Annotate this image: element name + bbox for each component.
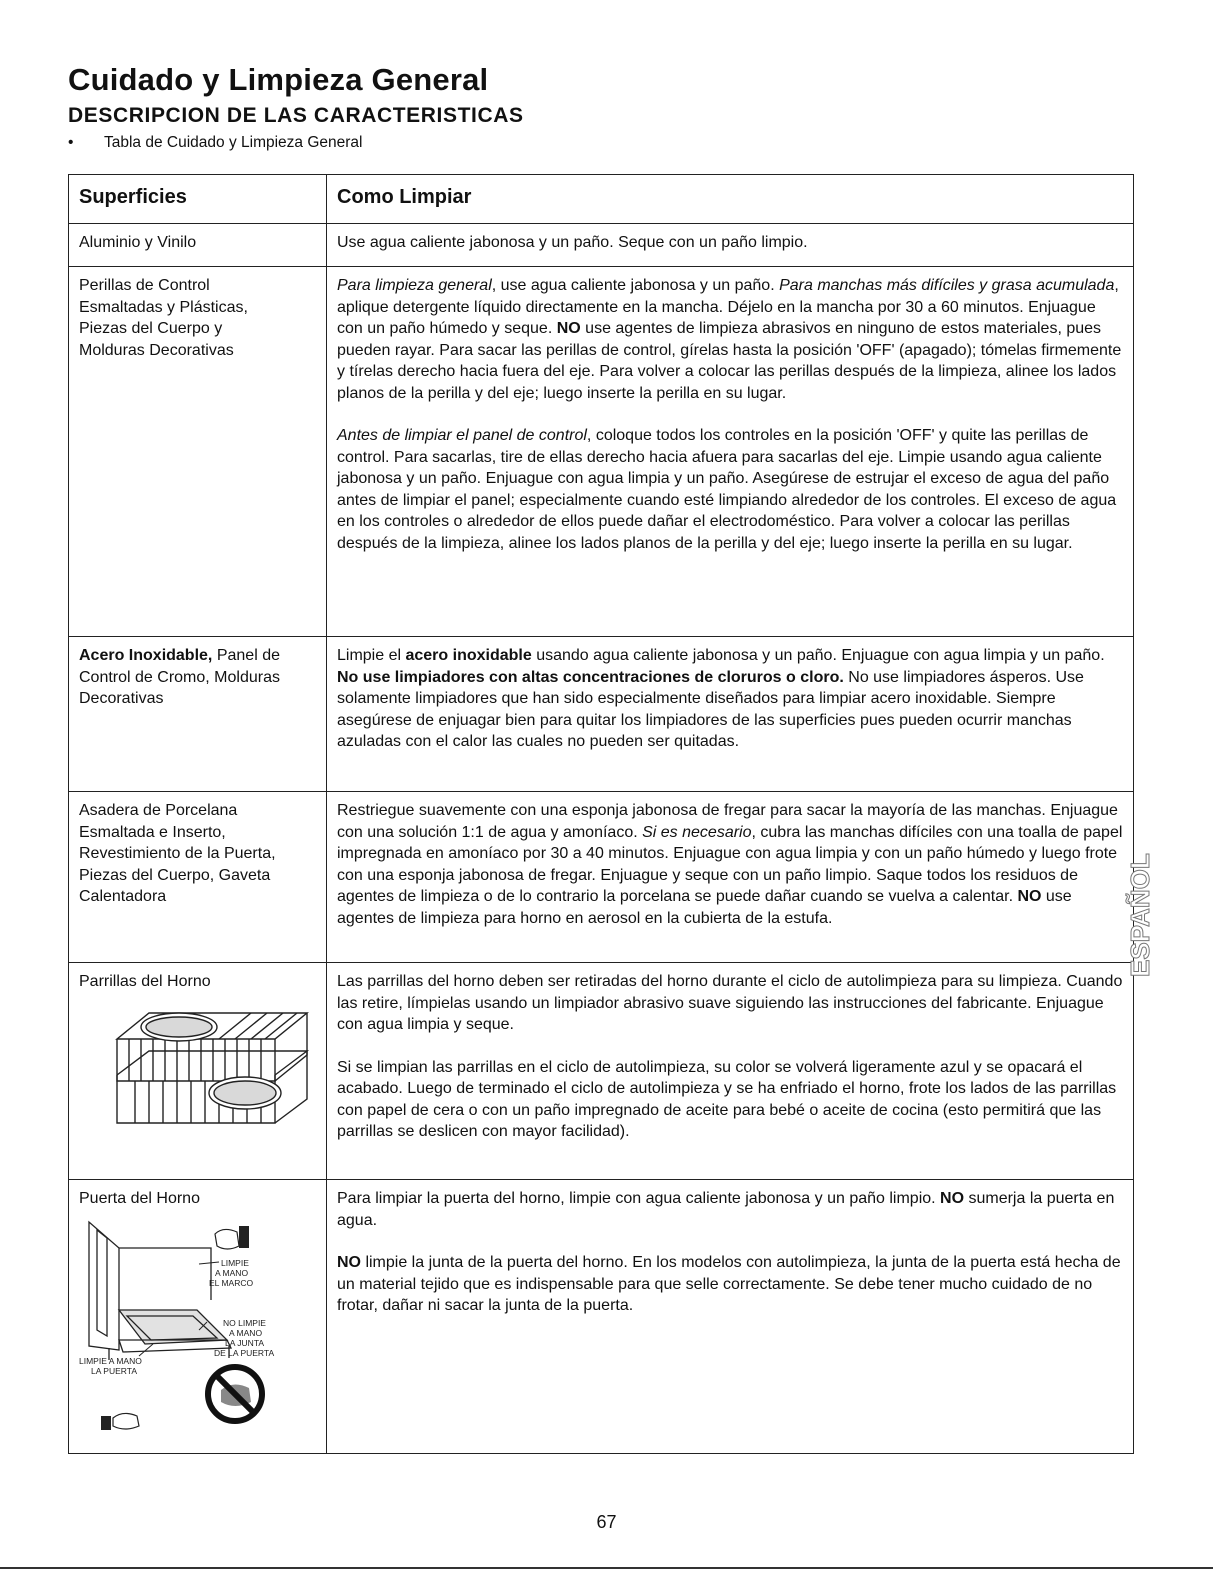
- text-run: No use limpiadores ásperos. Use solamente limpiadores que han sido especialmente diseñados para limpiar acero inoxidable. Siempre asegúrese de enjuagar bien para quitar los limpiadores de las superficies pues pueden ocurrir manchas azuladas con el calor las cuales no pueden ser quitadas.: [337, 668, 1084, 750]
- col-header-surfaces: Superficies: [69, 175, 327, 224]
- oven-door-illustration: [79, 1218, 315, 1433]
- bold-phrase: No use limpiadores con altas concentraciones de cloruros o cloro.: [337, 668, 844, 686]
- italic-phrase: Para limpieza general: [337, 277, 492, 294]
- instruction-cell: [327, 267, 1134, 637]
- text-run: , use agua caliente jabonosa y un paño.: [491, 277, 780, 294]
- text-run: use agentes de limpieza para horno en aerosol en la cubierta de la estufa.: [337, 888, 1072, 927]
- surface-cell: [69, 637, 327, 792]
- instruction-paragraph: Las parrillas del horno deben ser retiradas del horno durante el ciclo de autolimpieza para su limpieza. Cuando las retire, límpielas usando un limpiador abrasivo suave siguiendo las instrucciones del fabricante. Enjuague con agua limpia y seque.: [337, 973, 1123, 1033]
- text-run: usando agua caliente jabonosa y un paño. Enjuague con agua limpia y un paño.: [531, 647, 1105, 664]
- side-tab-label: ESPAÑOL: [1125, 853, 1155, 977]
- text-run: , aplique detergente líquido directamente en la mancha. Déjelo en la mancha por 30 a 60 minutos. Enjuague con un paño húmedo y seque.: [337, 277, 1119, 337]
- bold-phrase: acero inoxidable: [405, 647, 532, 664]
- table-row: [69, 224, 1134, 267]
- callout-gasket-2: A MANO: [229, 1327, 263, 1338]
- text-run: Limpie el: [337, 647, 406, 664]
- page-title: Cuidado y Limpieza General: [68, 62, 489, 97]
- table-row: [69, 637, 1134, 792]
- bullet-dot-icon: •: [68, 134, 74, 151]
- instruction-cell: [327, 1180, 1134, 1454]
- col-header-how-to-clean: Como Limpiar: [327, 175, 1134, 224]
- italic-phrase: Antes de limpiar el panel de control: [337, 427, 587, 444]
- text-run: , cubra las manchas difíciles con una toalla de papel impregnada en amoníaco por 30 a 40 minutos. Enjuague con agua limpia y con un paño húmedo y luego frote con una esponja jabonosa de fregar. Enjuague y seque con un paño limpio. Saque todos los residuos de agentes de limpieza o de lo contrario la porcelana se puede dañar cuando se vuelva a calentar.: [337, 823, 1123, 905]
- callout-gasket-4: DE LA PUERTA: [214, 1347, 275, 1358]
- callout-frame-2: A MANO: [215, 1267, 249, 1278]
- no-rub-icon: [208, 1367, 262, 1421]
- bold-phrase: NO: [940, 1190, 965, 1207]
- callout-frame-1: LIMPIE: [221, 1257, 249, 1268]
- surface-cell: [69, 963, 327, 1180]
- bottom-divider: [0, 1567, 1213, 1569]
- text-run: , coloque todos los controles en la posición 'OFF' y quite las perillas de control. Para sacarlas, tire de ellas derecho hacia afuera para sacarlas del eje. Limpie usando agua caliente jabonosa y un paño. Enjuague con agua limpia y un paño. Asegúrese de estrujar el exceso de agua del paño antes de limpiar el panel; especialmente cuando esté limpiando alrededor de los controles. El exceso de agua en los controles o alrededor de ellos puede dañar el electrodoméstico. Para volver a colocar las perillas después de la limpieza, alinee los lados planos de la perilla y del eje; luego inserte la perilla en su lugar.: [337, 427, 1117, 552]
- table-row: [69, 1180, 1134, 1454]
- instruction-paragraph: Si se limpian las parrillas en el ciclo de autolimpieza, su color se volverá ligeramente azul y se opacará el acabado. Luego de terminado el ciclo de autolimpieza y se ha enfriado el horno, frote los lados de las parrillas con papel de cera o con un paño impregnado de aceite para bebé o aceite de cocina (esto permitirá que las parrillas se deslicen con mayor facilidad).: [337, 1058, 1117, 1140]
- italic-phrase: Para manchas más difíciles y grasa acumulada: [779, 277, 1115, 294]
- bullet-item: [68, 134, 363, 152]
- table-row: [69, 267, 1134, 637]
- surface-label: Puerta del Horno: [79, 1190, 200, 1207]
- surface-cell: Asadera de Porcelana Esmaltada e Inserto, Revestimiento de la Puerta, Piezas del Cuerpo, Gaveta Calentadora: [69, 792, 327, 963]
- bold-phrase: NO: [556, 320, 581, 337]
- text-run: Para limpiar la puerta del horno, limpie con agua caliente jabonosa y un paño limpio.: [337, 1190, 941, 1207]
- instruction-cell: [327, 963, 1134, 1180]
- text-run: use agentes de limpieza abrasivos en ninguno de estos materiales, pues pueden rayar. Para sacar las perillas de control, gírelas hasta la posición 'OFF' (apagado); tómelas firmemente y tírelas derecho hacia fuera del eje. Para volver a colocar las perillas después de la limpieza, alinee los lados planos de la perilla y del eje; luego inserte la perilla en su lugar.: [337, 320, 1122, 402]
- bold-phrase: NO: [1017, 888, 1042, 905]
- instruction-paragraph: [337, 1252, 1123, 1317]
- bullet-text: Tabla de Cuidado y Limpieza General: [104, 134, 363, 151]
- care-table: [68, 174, 1134, 1454]
- section-subtitle: DESCRIPCION DE LAS CARACTERISTICAS: [68, 104, 524, 127]
- bold-phrase: Acero Inoxidable,: [79, 647, 213, 664]
- instruction-cell: [327, 792, 1134, 963]
- bold-phrase: NO: [337, 1254, 361, 1271]
- table-row: [69, 792, 1134, 963]
- callout-gasket-3: LA JUNTA: [225, 1337, 265, 1348]
- text-run: Panel de Control de Cromo, Molduras Decorativas: [79, 647, 280, 707]
- text-run: sumerja la puerta en agua.: [337, 1190, 1115, 1229]
- instruction-paragraph: [337, 275, 1123, 404]
- text-run: Restriegue suavemente con una esponja jabonosa de fregar para sacar la mayoría de las manchas. Enjuague con una solución 1:1 de agua y amoníaco.: [337, 802, 1118, 841]
- italic-phrase: Si es necesario: [642, 823, 752, 841]
- page-number: 67: [596, 1512, 617, 1532]
- surface-cell: Aluminio y Vinilo: [69, 224, 327, 267]
- callout-door-1: LIMPIE A MANO: [79, 1355, 142, 1366]
- text-run: limpie la junta de la puerta del horno. En los modelos con autolimpieza, la junta de la puerta está hecha de un material tejido que es indispensable para que selle correctamente. Se debe tener mucho cuidado de no frotar, dañar ni sacar la junta de la puerta.: [337, 1254, 1121, 1314]
- surface-label: Parrillas del Horno: [79, 973, 211, 990]
- surface-cell: [69, 1180, 327, 1454]
- instruction-cell: Use agua caliente jabonosa y un paño. Seque con un paño limpio.: [327, 224, 1134, 267]
- table-header-row: [69, 175, 1134, 224]
- callout-door-2: LA PUERTA: [91, 1365, 137, 1376]
- callout-gasket-1: NO LIMPIE: [223, 1317, 266, 1328]
- instruction-paragraph: [337, 425, 1123, 554]
- instruction-paragraph: [337, 1188, 1123, 1231]
- oven-rack-illustration: [79, 1001, 315, 1131]
- surface-cell: Perillas de Control Esmaltadas y Plásticas, Piezas del Cuerpo y Molduras Decorativas: [69, 267, 327, 637]
- callout-frame-3: EL MARCO: [209, 1277, 254, 1288]
- language-side-tab: [1123, 842, 1159, 982]
- instruction-cell: [327, 637, 1134, 792]
- table-row: [69, 963, 1134, 1180]
